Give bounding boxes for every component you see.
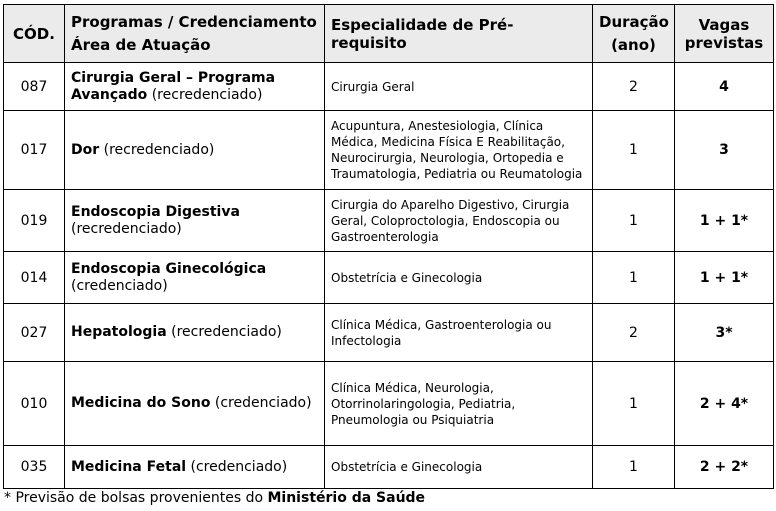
programa-credenciamento: (recredenciado) <box>151 86 263 103</box>
programa-credenciamento: (recredenciado) <box>171 324 282 340</box>
table-row <box>4 304 774 362</box>
cell-vagas: 2 + 2* <box>675 446 774 489</box>
header-programa-line2: Área de Atuação <box>71 35 211 54</box>
header-cod: CÓD. <box>4 5 65 63</box>
footnote-ministry: Ministério da Saúde <box>267 490 426 506</box>
programa-name: Hepatologia <box>71 324 167 340</box>
table-row <box>4 63 774 111</box>
cell-duracao: 2 <box>593 304 675 362</box>
cell-duracao: 1 <box>593 362 675 446</box>
programa-credenciamento: (credenciado) <box>71 277 168 294</box>
cell-cod: 087 <box>4 63 65 111</box>
cell-especialidade: Cirurgia do Aparelho Digestivo, Cirurgia Geral, Coloproctologia, Endoscopia ou Gastroenterologia <box>325 190 593 252</box>
programa-name: Endoscopia Digestiva <box>71 203 240 220</box>
programa-credenciamento: (recredenciado) <box>103 141 215 158</box>
table-row <box>4 362 774 446</box>
programs-table <box>3 4 774 489</box>
table-row <box>4 111 774 190</box>
header-duracao-line1: Duração <box>599 12 669 31</box>
cell-vagas: 1 + 1* <box>675 252 774 304</box>
cell-duracao: 2 <box>593 63 675 111</box>
programa-name: Dor <box>71 141 100 158</box>
cell-cod: 019 <box>4 190 65 252</box>
cell-especialidade: Clínica Médica, Neurologia, Otorrinolaringologia, Pediatria, Pneumologia ou Psiquiatria <box>325 362 593 446</box>
cell-programa <box>65 362 325 446</box>
cell-cod: 014 <box>4 252 65 304</box>
header-duracao-line2: (ano) <box>611 35 656 54</box>
cell-especialidade: Cirurgia Geral <box>325 63 593 111</box>
cell-duracao: 1 <box>593 446 675 489</box>
cell-vagas: 1 + 1* <box>675 190 774 252</box>
cell-vagas: 3* <box>675 304 774 362</box>
header-programa-line1: Programas / Credenciamento <box>71 12 317 31</box>
cell-programa <box>65 63 325 111</box>
cell-vagas: 3 <box>675 111 774 190</box>
cell-cod: 035 <box>4 446 65 489</box>
cell-especialidade: Acupuntura, Anestesiologia, Clínica Médica, Medicina Física E Reabilitação, Neurocirurgia, Neurologia, Ortopedia e Traumatologia, Pediatria ou Reumatologia <box>325 111 593 190</box>
header-vagas-line1: Vagas <box>698 15 750 34</box>
cell-especialidade: Clínica Médica, Gastroenterologia ou Infectologia <box>325 304 593 362</box>
programa-name: Medicina do Sono <box>71 395 211 411</box>
footnote <box>4 490 425 506</box>
table-row <box>4 190 774 252</box>
cell-especialidade: Obstetrícia e Ginecologia <box>325 252 593 304</box>
table-row <box>4 252 774 304</box>
cell-vagas: 4 <box>675 63 774 111</box>
cell-cod: 027 <box>4 304 65 362</box>
cell-duracao: 1 <box>593 111 675 190</box>
cell-programa <box>65 252 325 304</box>
programa-name: Cirurgia Geral – Programa Avançado <box>71 69 276 103</box>
header-vagas-line2: previstas <box>684 33 764 52</box>
programa-credenciamento: (credenciado) <box>214 395 312 411</box>
header-programa <box>65 5 325 63</box>
programa-credenciamento: (credenciado) <box>190 458 288 475</box>
cell-programa <box>65 190 325 252</box>
programa-name: Endoscopia Ginecológica <box>71 260 267 277</box>
cell-programa <box>65 446 325 489</box>
header-duracao <box>593 5 675 63</box>
programa-credenciamento: (recredenciado) <box>71 220 182 237</box>
table-row <box>4 446 774 489</box>
cell-duracao: 1 <box>593 252 675 304</box>
header-especialidade: Especialidade de Pré-requisito <box>325 5 593 63</box>
cell-programa <box>65 111 325 190</box>
cell-duracao: 1 <box>593 190 675 252</box>
header-vagas <box>675 5 774 63</box>
header-row <box>4 5 774 63</box>
cell-cod: 010 <box>4 362 65 446</box>
programa-name: Medicina Fetal <box>71 458 187 475</box>
cell-programa <box>65 304 325 362</box>
footnote-text: * Previsão de bolsas provenientes do <box>4 490 264 506</box>
cell-especialidade: Obstetrícia e Ginecologia <box>325 446 593 489</box>
cell-vagas: 2 + 4* <box>675 362 774 446</box>
cell-cod: 017 <box>4 111 65 190</box>
